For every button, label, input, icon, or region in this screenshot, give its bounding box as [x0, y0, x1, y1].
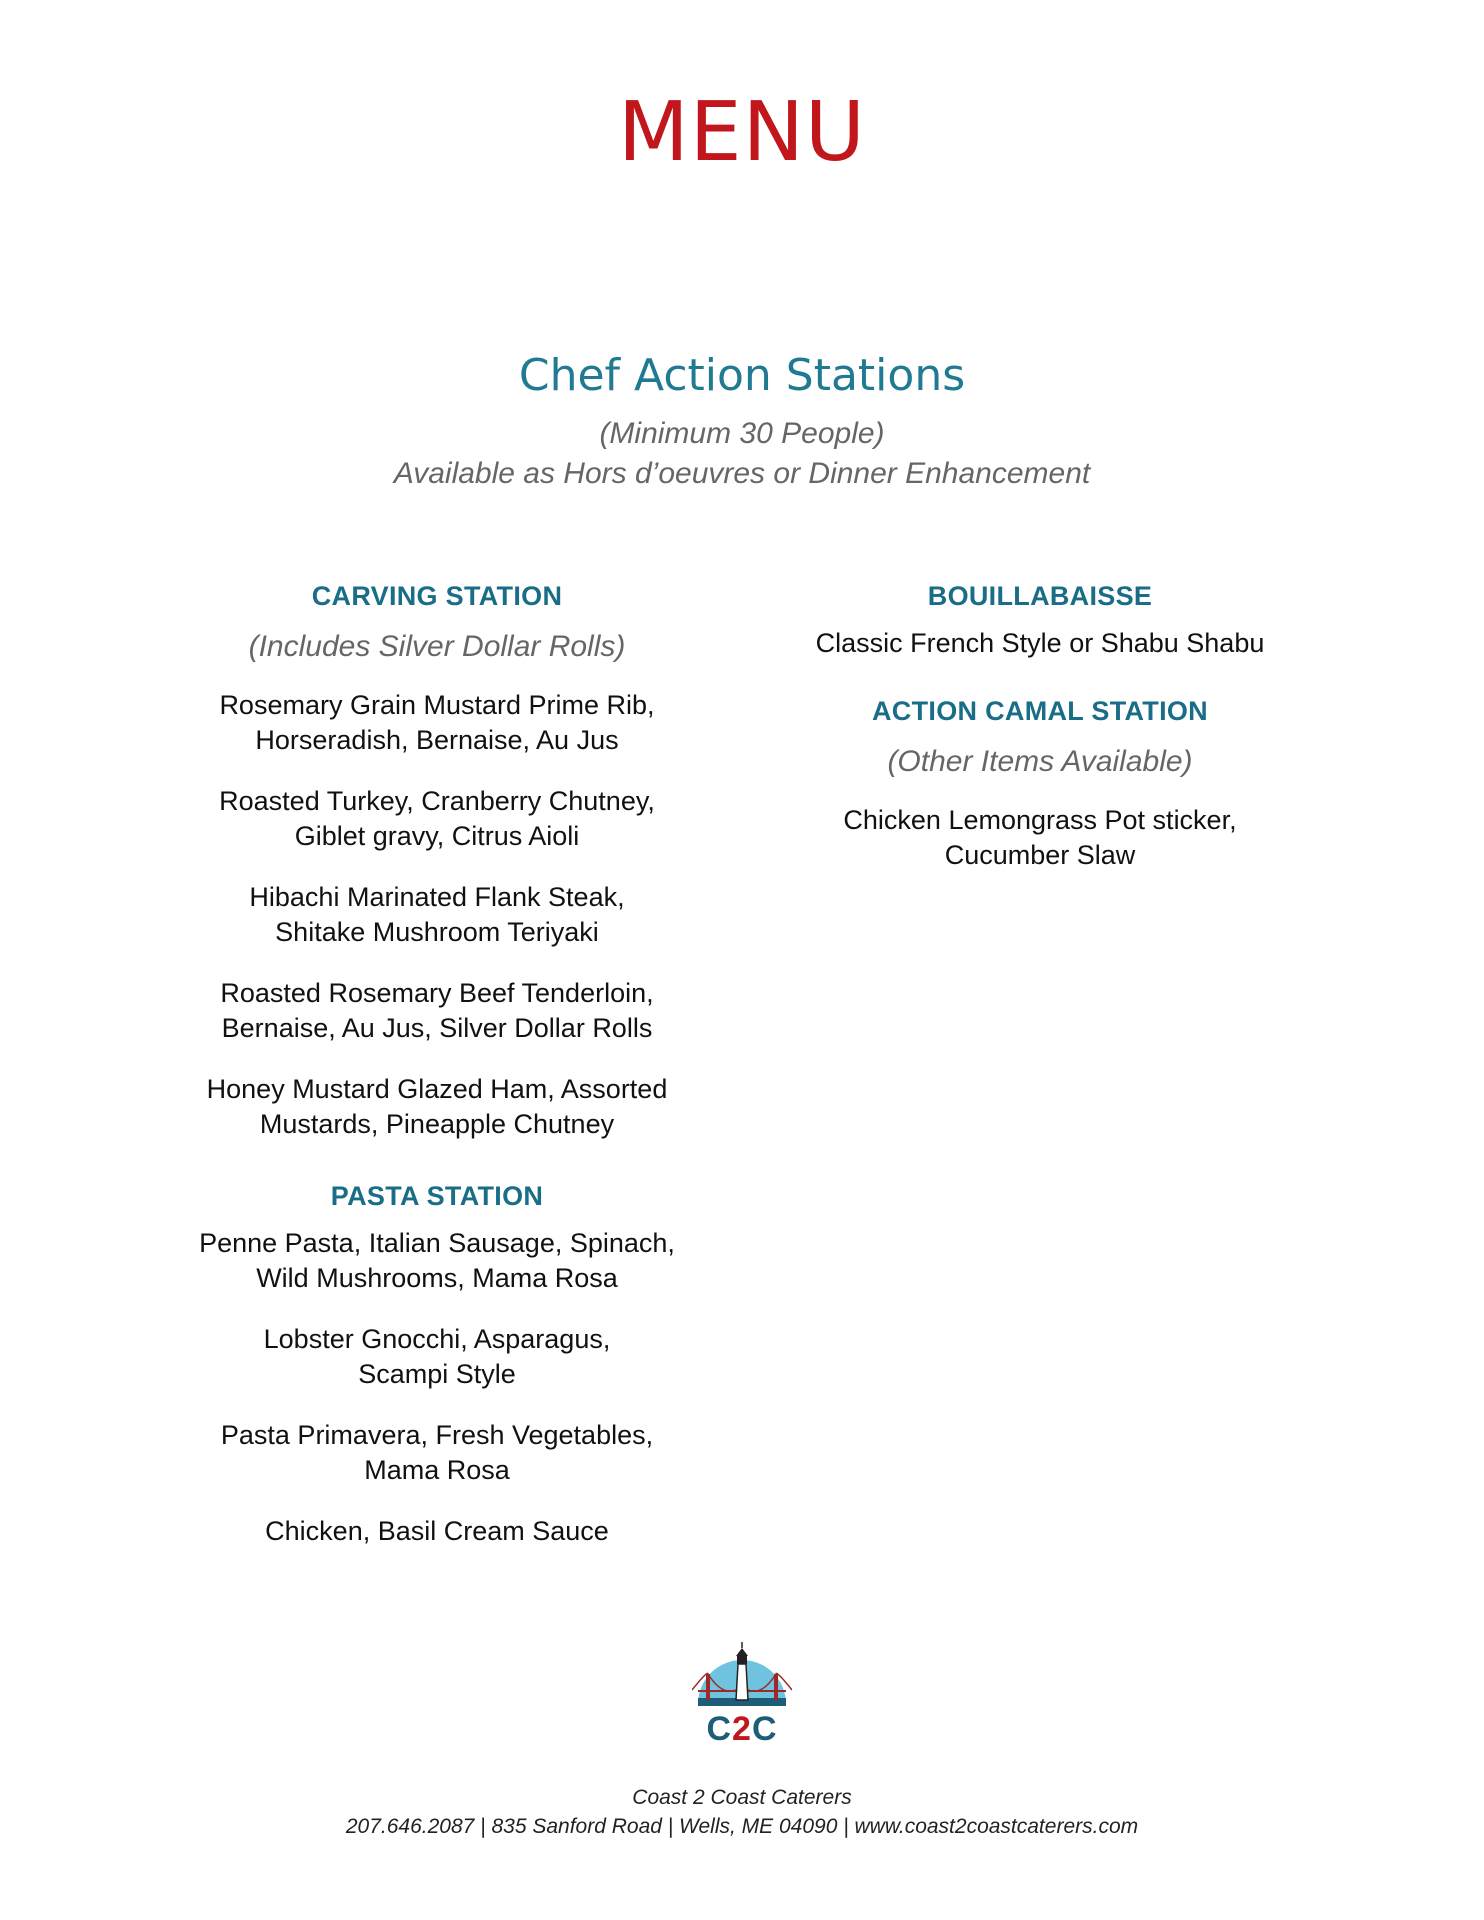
- menu-item-line: Wild Mushrooms, Mama Rosa: [256, 1263, 618, 1293]
- menu-item-line: Honey Mustard Glazed Ham, Assorted: [206, 1074, 668, 1104]
- menu-item: [182, 688, 692, 758]
- menu-item-line: Hibachi Marinated Flank Steak,: [249, 882, 625, 912]
- menu-item: [182, 1418, 692, 1488]
- lighthouse-roof: [736, 1648, 748, 1656]
- menu-item-line: Classic French Style or Shabu Shabu: [815, 628, 1265, 658]
- menu-item: [182, 976, 692, 1046]
- footer-company-name: Coast 2 Coast Caterers: [632, 1786, 852, 1809]
- pasta-station-heading: PASTA STATION: [330, 1181, 544, 1211]
- menu-item-line: Penne Pasta, Italian Sausage, Spinach,: [199, 1228, 675, 1258]
- footer-contact-info: 207.646.2087 | 835 Sanford Road | Wells, ME 04090 | www.coast2coastcaterers.com: [345, 1815, 1139, 1838]
- menu-item-line: Roasted Turkey, Cranberry Chutney,: [219, 786, 655, 816]
- menu-item-line: Horseradish, Bernaise, Au Jus: [255, 725, 619, 755]
- menu-item-line: Chicken Lemongrass Pot sticker,: [843, 805, 1237, 835]
- menu-item-line: Chicken, Basil Cream Sauce: [265, 1516, 609, 1546]
- section-title: Chef Action Stations: [518, 350, 966, 401]
- logo-text: C2C: [706, 1710, 778, 1746]
- carving-station-heading: CARVING STATION: [311, 581, 563, 611]
- carving-station-note: (Includes Silver Dollar Rolls): [248, 630, 626, 663]
- menu-item-line: Shitake Mushroom Teriyaki: [275, 917, 599, 947]
- menu-item-line: Bernaise, Au Jus, Silver Dollar Rolls: [221, 1013, 653, 1043]
- menu-item-line: Scampi Style: [358, 1359, 516, 1389]
- menu-item: [182, 1072, 692, 1142]
- c2c-logo: [692, 1640, 792, 1746]
- menu-item: [780, 803, 1300, 873]
- menu-item-line: Cucumber Slaw: [944, 840, 1136, 870]
- logo-bridge-tower-right: [774, 1674, 778, 1700]
- left-column: [182, 578, 692, 1549]
- menu-item-line: Giblet gravy, Citrus Aioli: [294, 821, 580, 851]
- menu-item-line: Rosemary Grain Mustard Prime Rib,: [219, 690, 655, 720]
- menu-item-line: Mama Rosa: [364, 1455, 510, 1485]
- menu-item-line: Pasta Primavera, Fresh Vegetables,: [220, 1420, 654, 1450]
- menu-item-line: Mustards, Pineapple Chutney: [259, 1109, 615, 1139]
- menu-item: [182, 1322, 692, 1392]
- menu-item-line: Roasted Rosemary Beef Tenderloin,: [220, 978, 654, 1008]
- menu-item-line: Lobster Gnocchi, Asparagus,: [263, 1324, 611, 1354]
- menu-item: [182, 784, 692, 854]
- menu-title: MENU: [618, 85, 866, 180]
- menu-item: [182, 880, 692, 950]
- lighthouse-icon: [736, 1664, 748, 1700]
- right-column: [780, 578, 1300, 873]
- bouillabaisse-heading: BOUILLABAISSE: [927, 581, 1153, 611]
- action-camal-note: (Other Items Available): [887, 745, 1193, 778]
- lighthouse-lamp: [737, 1656, 747, 1664]
- action-camal-heading: ACTION CAMAL STATION: [872, 696, 1208, 726]
- minimum-note: (Minimum 30 People): [599, 417, 885, 450]
- menu-item: [182, 1226, 692, 1296]
- menu-item: [182, 1514, 692, 1549]
- availability-note: Available as Hors d’oeuvres or Dinner Enhancement: [393, 457, 1091, 490]
- logo-bridge-tower-left: [706, 1674, 710, 1700]
- menu-item: [780, 626, 1300, 661]
